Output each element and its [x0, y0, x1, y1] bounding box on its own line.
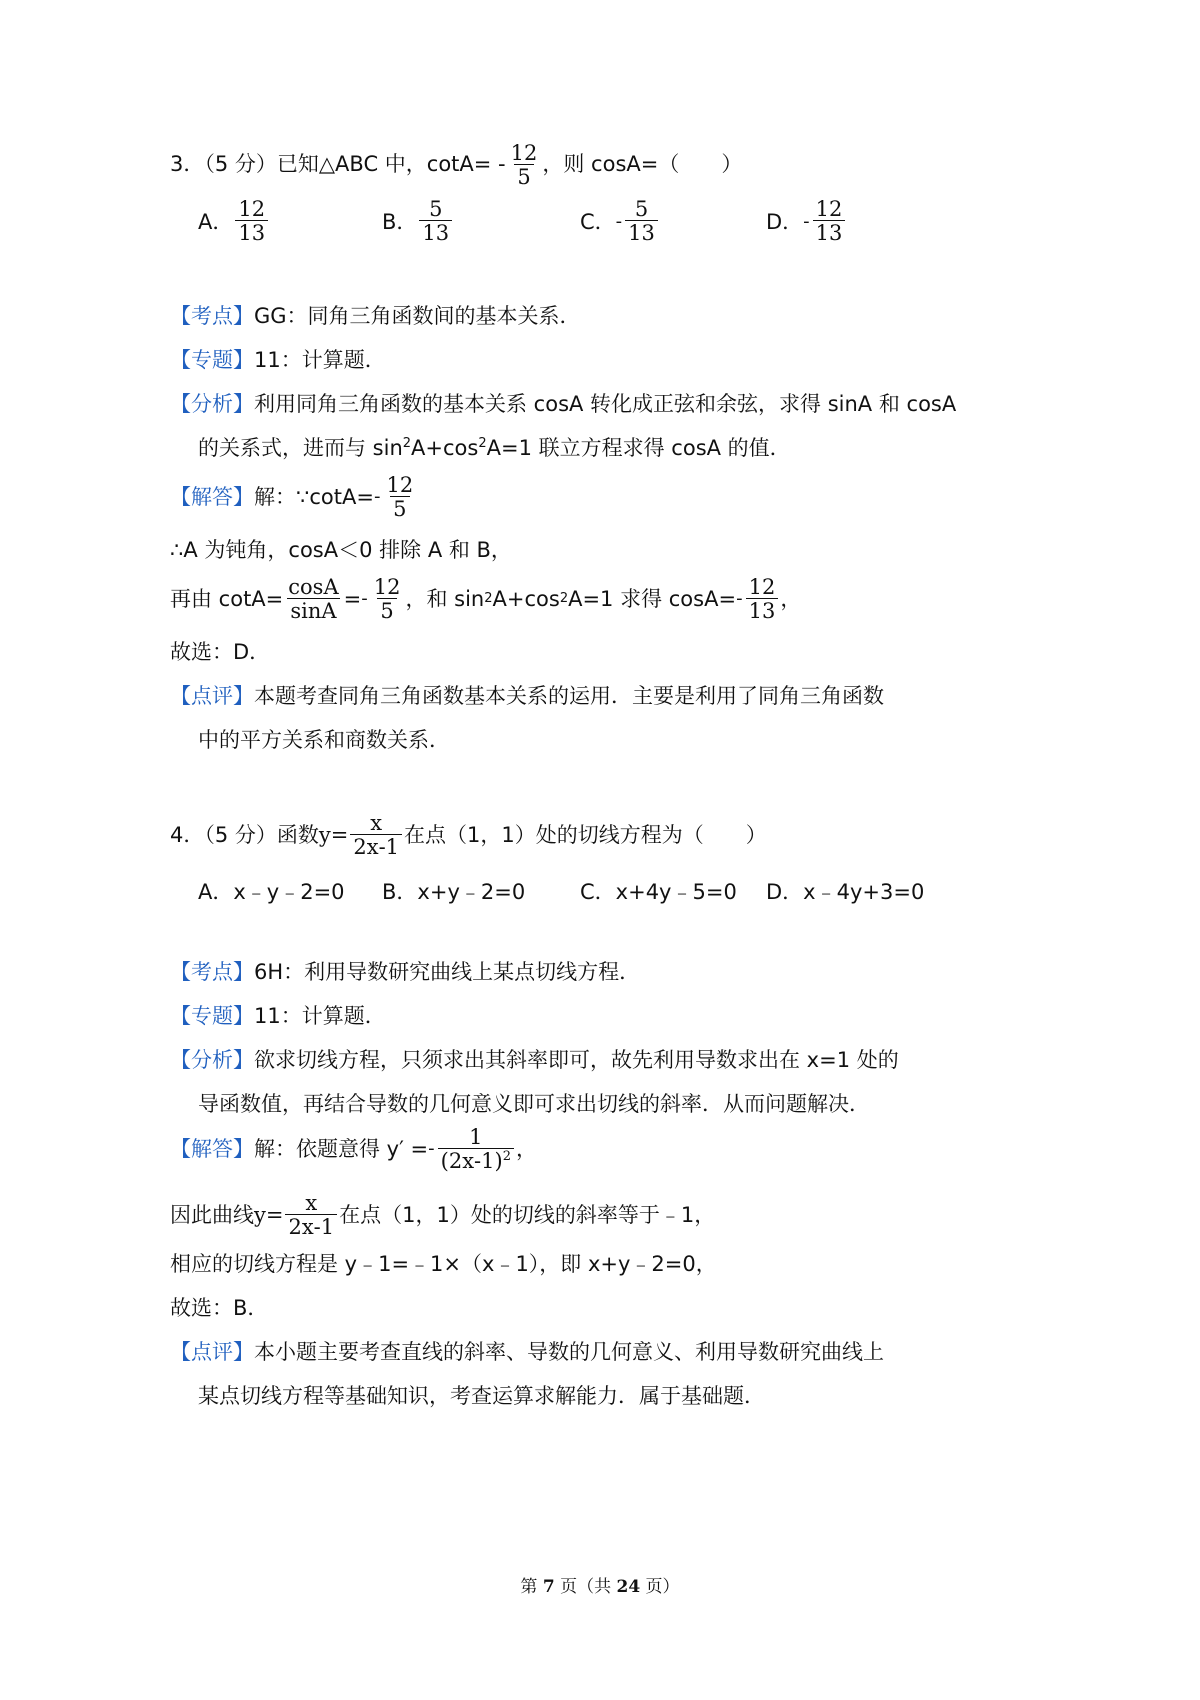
q4-option-c: C． x+4y﹣5=0 [580, 880, 737, 904]
q3-kaodian: 【考点】GG：同角三角函数间的基本关系． [170, 304, 581, 328]
q4-choose: 故选：B． [170, 1296, 269, 1320]
q4-fenxi: 【分析】欲求切线方程，只须求出其斜率即可，故先利用导数求出在 x=1 处的 [170, 1048, 899, 1072]
q4-zhuanti: 【专题】11：计算题． [170, 1004, 386, 1028]
q3-option-b: B． $\frac{5}{13}$ [382, 198, 454, 244]
q3-option-a: A． $\frac{12}{13}$ [198, 198, 270, 244]
q4-option-d: D． x﹣4y+3=0 [766, 880, 925, 904]
q4-fenxi-cont: 导函数值，再结合导数的几何意义即可求出切线的斜率．从而问题解决． [198, 1092, 870, 1116]
q4-stem: 4．（5 分）函数 y= $\frac{x}{2x‑1}$ 在点（1，1）处的切线方程为（ ） [170, 811, 767, 860]
q3-dianping-cont: 中的平方关系和商数关系． [198, 728, 450, 752]
q4-option-a: A． x﹣y﹣2=0 [198, 880, 345, 904]
q3-fenxi: 【分析】利用同角三角函数的基本关系 cosA 转化成正弦和余弦，求得 sinA 和 cosA [170, 392, 957, 416]
q4-dianping: 【点评】本小题主要考查直线的斜率、导数的几何意义、利用导数研究曲线上 [170, 1340, 884, 1364]
q3-stem-fraction: $\frac{12}{5}$ [510, 141, 538, 190]
q4-hence: 因此曲线 y= $\frac{x}{2x‑1}$ 在点（1，1）处的切线的斜率等于﹣1， [170, 1191, 716, 1240]
q3-therefore: ∴A 为钝角，cosA＜0 排除 A 和 B， [170, 538, 512, 562]
page-footer: 第 7 页（共 24 页） [520, 1577, 680, 1597]
q4-jieda: 【解答】 解：依题意得 y′ = ‑ $\frac{1}{(2x‑1)^2}$ ， [170, 1125, 537, 1174]
q3-option-d: D． ‑ $\frac{12}{13}$ [766, 198, 847, 244]
cos-over-sin-fraction: $\frac{\cos A}{\sin A}$ [288, 575, 339, 624]
q3-dianping: 【点评】本题考查同角三角函数基本关系的运用．主要是利用了同角三角函数 [170, 684, 884, 708]
q4-tangent: 相应的切线方程是 y﹣1=﹣1×（x﹣1），即 x+y﹣2=0， [170, 1252, 717, 1276]
q3-fenxi-cont: 的关系式，进而与 $\sin^2A+\cos^2A=1$ 联立方程求得 cosA 的值． [198, 436, 791, 460]
q3-choose: 故选：D． [170, 640, 271, 664]
q3-option-c: C． ‑ $\frac{5}{13}$ [580, 198, 660, 244]
q4-option-b: B． x+y﹣2=0 [382, 880, 526, 904]
q4-dianping-cont: 某点切线方程等基础知识，考查运算求解能力．属于基础题． [198, 1384, 765, 1408]
q3-stem: 3．（5 分）已知△ABC 中，cotA= ‑ $\frac{12}{5}$ ，则 cosA=（ ） [170, 141, 743, 190]
q3-jieda: 【解答】 解：∵cotA= ‑ $\frac{12}{5}$ [170, 473, 414, 522]
q3-again: 再由 cotA= $\frac{\cos A}{\sin A}$ = ‑ $\frac{12}{5}$ ，和 sin 2 A+cos 2 A=1 求得 cosA= ‑ $\frac{12}{13}$ ， [170, 575, 802, 624]
q3-zhuanti: 【专题】11：计算题． [170, 348, 386, 372]
q4-kaodian: 【考点】6H：利用导数研究曲线上某点切线方程． [170, 960, 641, 984]
